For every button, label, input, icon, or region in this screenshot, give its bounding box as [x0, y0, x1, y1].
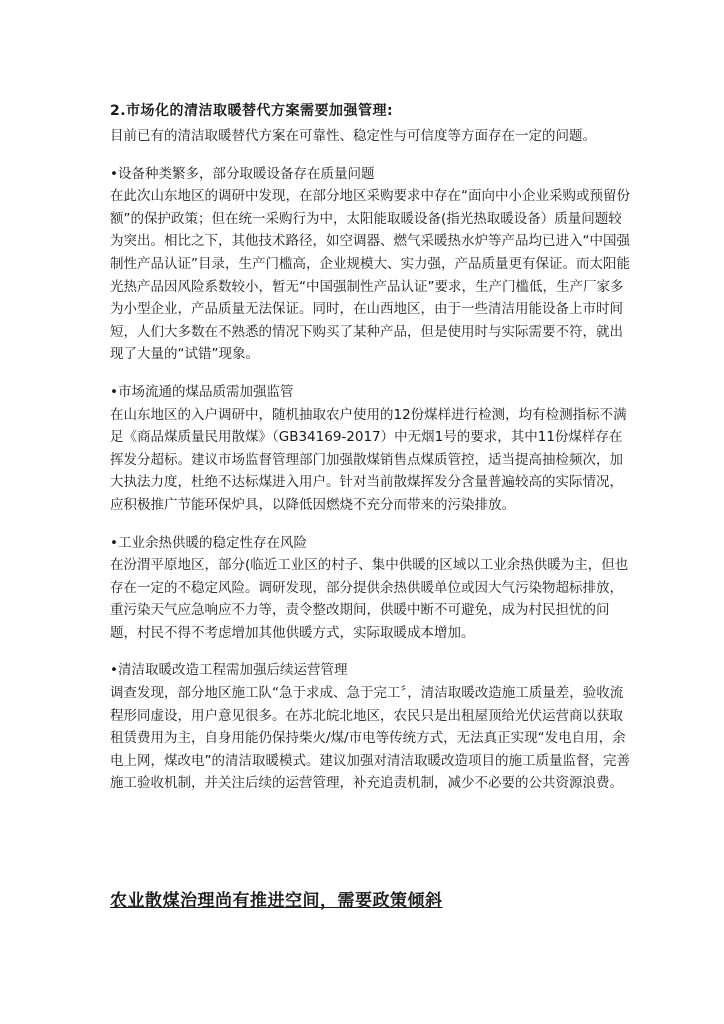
section-operation-management — [110, 659, 630, 795]
bullet-title: •市场流通的煤品质需加强监管 — [110, 383, 294, 400]
bullet-body: 在汾渭平原地区，部分(临近工业区的村子、集中供暖的区域以工业余热供暖为主，但也存在一定的不稳定风险。调研发现，部分提供余热供暖单位或因大气污染物超标排放，重污染天气应急响应不力等，责令整改期间，供暖中断不可避免，成为村民担忧的问题，村民不得不考虑增加其他供暖方式，实际取暖成本增加。 — [110, 557, 629, 641]
bullet-body: 在此次山东地区的调研中发现，在部分地区采购要求中存在“面向中小企业采购或预留份额”的保护政策；但在统一采购行为中，太阳能取暖设备(指光热取暖设备）质量问题较为突出。相比之下，其他技术路径，如空调器、燃气采暖热水炉等产品均已进入“中国强制性产品认证”目录，生产门槛高，企业规模大、实力强，产品质量更有保证。而太阳能光热产品因风险系数较小，暂无“中国强制性产品认证”要求，生产门槛低，生产厂家多为小型企业，产品质量无法保证。同时，在山西地区，由于一些清洁用能设备上市时间短，人们大多数在不熟悉的情况下购买了某种产品，但是使用时与实际需要不符，就出现了大量的“试错”现象。 — [110, 188, 630, 363]
bullet-title: •工业余热供暖的稳定性存在风险 — [110, 534, 307, 551]
section-heading: 2.市场化的清洁取暖替代方案需要加强管理: — [110, 103, 394, 119]
bullet-title: •设备种类繁多，部分取暖设备存在质量问题 — [110, 165, 375, 182]
section-equipment-quality — [110, 163, 630, 366]
bullet-body: 在山东地区的入户调研中，随机抽取农户使用的12份煤样进行检测，均有检测指标不满足《商品煤质量民用散煤》（GB34169-2017）中无烟1号的要求，其中11份煤样存在挥发分超标。建议市场监督管理部门加强散煤销售点煤质管控，适当提高抽检频次，加大执法力度，杜绝不达标煤进入用户。针对当前散煤挥发分含量普遍较高的实际情况，应积极推广节能环保炉具，以降低因燃烧不充分而带来的污染排放。 — [110, 406, 627, 513]
intro-paragraph: 目前已有的清洁取暖替代方案在可靠性、稳定性与可信度等方面存在一定的问题。 — [110, 128, 596, 144]
final-heading: 农业散煤治理尚有推进空间，需要政策倾斜 — [110, 891, 443, 911]
bullet-body: 调查发现，部分地区施工队“急于求成、急于完工〞，清洁取暖改造施工质量差，验收流程形同虚设，用户意见很多。在苏北皖北地区，农民只是出租屋顶给光伏运营商以获取租赁费用为主，自身用能仍保持柴火/煤/市电等传统方式，无法真正实现“发电自用，余电上网，煤改电”的清洁取暖模式。建议加强对清洁取暖改造项目的施工质量监督，完善施工验收机制，并关注后续的运营管理，补充追责机制，减少不必要的公共资源浪费。 — [110, 685, 630, 792]
section-coal-quality — [110, 381, 630, 517]
section-industrial-heat — [110, 532, 630, 645]
bullet-title: •清洁取暖改造工程需加强后续运营管理 — [110, 662, 348, 679]
document-body — [110, 100, 630, 795]
